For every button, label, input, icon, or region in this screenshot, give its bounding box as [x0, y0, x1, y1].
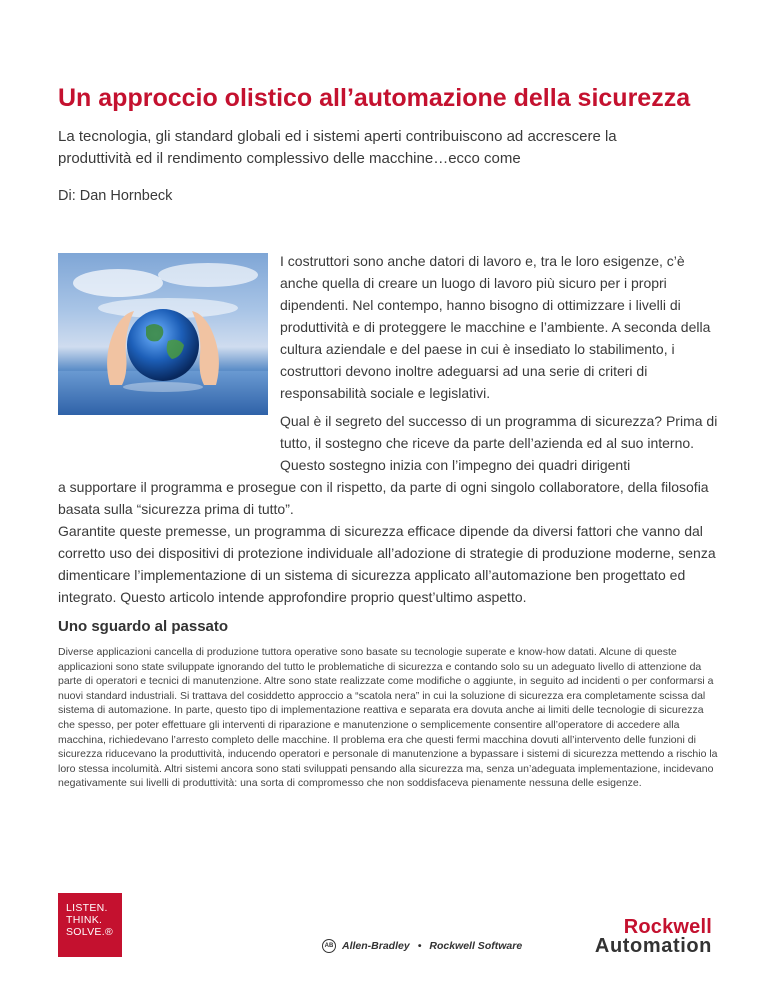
rockwell-automation-logo	[570, 918, 712, 956]
badge-line: SOLVE.®	[66, 926, 113, 938]
section-body: Diverse applicazioni cancella di produzione tuttora operative sono basate su tecnologie superate e know-how datati. Alcune di queste applicazioni sono state sviluppate ignorando del tutto le problematiche di sicurezza e contando solo su un adeguato livello di attenzione da parte di operatori e tecnici di manutenzione. Altre sono state realizzate come modifiche o aggiunte, in seguito ad incidenti o per conformarsi a nuovi standard industriali. Si trattava del cosiddetto approccio a “scatola nera” in cui la soluzione di sicurezza era completamente scissa dal sistema di automazione. In parte, questo tipo di implementazione reattiva e separata era dovuta anche ai limiti delle tecnologie di sicurezza che spesso, per poter effettuare gli interventi di riparazione e manutenzione o semplicemente consentire all’operatore di accedere alla macchina, richiedevano l’arresto completo delle macchine. Il problema era che questi fermi macchina dovuti all’intervento delle funzioni di sicurezza riducevano la produttività, inducendo operatori e personale di manutenzione a bypassare i sistemi di sicurezza mettendo a rischio la loro stessa incolumità. Altri sistemi ancora sono stati sviluppati pensando alla sicurezza ma, senza un’adeguata implementazione, incidevano negativamente sui livelli di produttività: una sorta di compromesso che non soddisfaceva pienamente nessuna delle esigenze.	[58, 646, 718, 790]
allen-bradley-label: Allen-Bradley	[342, 940, 410, 952]
premises-paragraph: Garantite queste premesse, un programma di sicurezza efficace dipende da diversi fattori che vanno dal corretto uso dei dispositivi di protezione individuale all’adozione di strategie di produzione moderne, senza dimenticare l’implementazione di un sistema di sicurezza applicato all’automazione ben progettato ed integrato. Questo articolo intende approfondire proprio quest’ultimo aspetto.	[58, 523, 716, 605]
rockwell-logo-line2: Automation	[594, 935, 712, 957]
badge-line: THINK.	[66, 914, 103, 926]
rockwell-software-label: Rockwell Software	[429, 940, 523, 952]
rockwell-logo-line1: Rockwell	[623, 916, 712, 938]
intro-paragraph: I costruttori sono anche datori di lavoro e, tra le loro esigenze, c’è anche quella di creare un luogo di lavoro più sicuro per i propri dipendenti. Nel contempo, hanno bisogno di ottimizzare i livelli di produttività e di proteggere le macchine e l’ambiente. A seconda della cultura aziendale e del paese in cui è insediato lo stabilimento, i costruttori devono inoltre adeguarsi ad una serie di criteri di responsabilità sociale e legislativi.	[280, 253, 711, 401]
success-paragraph-start: Qual è il segreto del successo di un programma di sicurezza? Prima di tutto, il sostegno che riceve da parte dell’azienda ed al suo interno. Questo sostegno inizia con l’impegno dei quadri dirigenti	[280, 413, 718, 473]
allen-bradley-icon: AB	[322, 939, 336, 953]
listen-think-solve-logo	[58, 893, 122, 957]
page-title: Un approccio olistico all’automazione della sicurezza	[58, 84, 691, 112]
subtitle: La tecnologia, gli standard globali ed i sistemi aperti contribuiscono ad accrescere la produttività ed il rendimento complessivo delle macchine…ecco come	[58, 128, 617, 167]
separator: •	[417, 940, 422, 952]
hands-holding-globe-image	[58, 253, 268, 415]
allen-bradley-rockwell-software-logo	[322, 939, 522, 953]
badge-line: LISTEN.	[66, 902, 108, 914]
success-paragraph-end: a supportare il programma e prosegue con il rispetto, da parte di ogni singolo collaboratore, della filosofia basata sulla “sicurezza prima di tutto”.	[58, 479, 709, 517]
author-byline: Di: Dan Hornbeck	[58, 188, 173, 204]
section-heading: Uno sguardo al passato	[58, 618, 229, 635]
